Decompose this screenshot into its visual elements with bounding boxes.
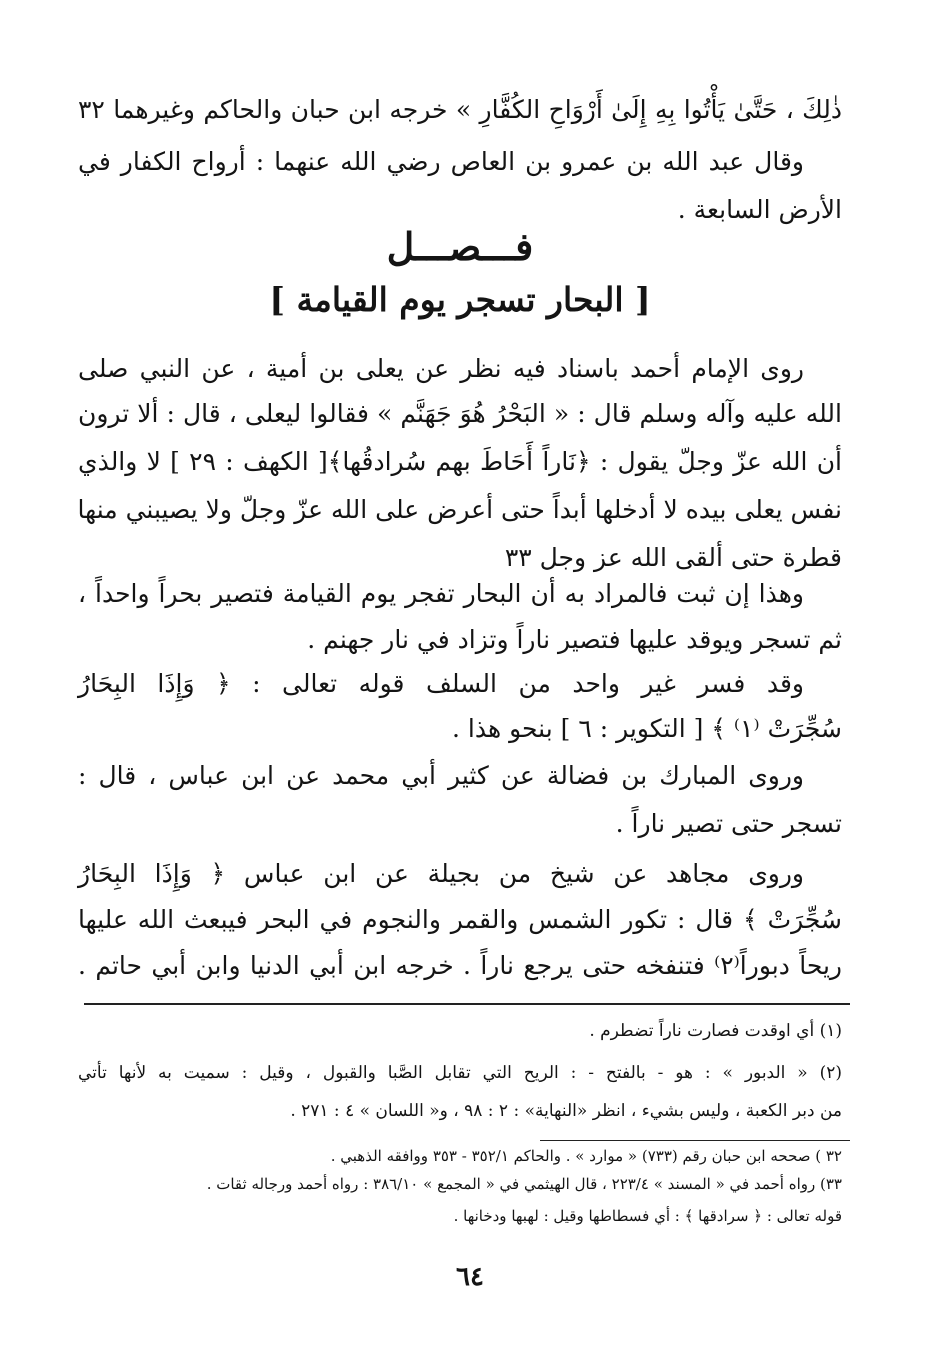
body-line: وروى المبارك بن فضالة عن كثير أبي محمد عن ابن عباس ، قال : — [78, 761, 804, 790]
footnote: (١) أي اوقدت فصارت ناراً تضطرم . — [589, 1021, 842, 1041]
body-line: تسجر حتى تصير ناراً . — [615, 809, 842, 838]
body-line: وروى مجاهد عن شيخ من بجيلة عن ابن عباس ﴿ وَإِذَا البِحَارُ — [78, 859, 804, 888]
body-line: روى الإمام أحمد باسناد فيه نظر عن يعلى بن أمية ، عن النبي صلى — [78, 354, 804, 383]
endnote-separator — [540, 1140, 850, 1141]
footnote: (٢) « الدبور » : هو - بالفتح - : الريح التي تقابل الصَّبا والقبول ، وقيل : سميت به لأنها تأتي — [78, 1063, 842, 1083]
body-line: قطرة حتى ألقى الله عز وجل ٣٣ — [504, 543, 842, 572]
endnote: قوله تعالى : ﴿ سرادقها ﴾ : أي فسطاطها وقيل : لهبها ودخانها . — [453, 1207, 842, 1225]
page-number: ٦٤ — [456, 1262, 484, 1292]
body-line: الله عليه وآله وسلم قال : « البَحْرُ هُوَ جَهَنَّم » فقالوا ليعلى ، قال : ألا ترون — [78, 399, 842, 428]
body-line: الأرض السابعة . — [677, 195, 842, 224]
body-line: وقال عبد الله بن عمرو بن العاص رضي الله عنهما : أرواح الكفار في — [78, 147, 804, 176]
text-column — [78, 0, 842, 1367]
footnote-separator — [84, 1003, 850, 1005]
endnote: ٣٣) رواه أحمد في « المسند » ٢٢٣/٤ ، قال الهيثمي في « المجمع » ٣٨٦/١٠ : رواه أحمد ورجاله ثقات . — [206, 1175, 842, 1193]
body-line: ثم تسجر ويوقد عليها فتصير ناراً وتزاد في نار جهنم . — [307, 625, 842, 654]
body-line: سُجِّرَتْ ﴾ قال : تكور الشمس والقمر والنجوم في البحر فيبعث الله عليها — [78, 905, 842, 934]
body-line: ريحاً دبوراً⁽٢⁾ فتنفخه حتى يرجع ناراً . خرجه ابن أبي الدنيا وابن أبي حاتم . — [78, 951, 842, 980]
footnote: من دبر الكعبة ، وليس بشيء ، انظر «النهاية» : ٢ : ٩٨ ، و« اللسان » ٤ : ٢٧١ . — [290, 1101, 842, 1121]
body-line: أن الله عزّ وجلّ يقول : ﴿نَاراً أَحَاطَ بهم سُرادقُها﴾[ الكهف : ٢٩ ] لا والذي — [78, 447, 842, 476]
body-line: ذٰلِكَ ، حَتَّىٰ يَأْتُوا بِهِ إِلَىٰ أَرْوَاحِ الكُفَّارِ » خرجه ابن حبان والحاكم وغيرهما ٣٢ — [78, 95, 842, 124]
body-line: وقد فسر غير واحد من السلف قوله تعالى : ﴿ وَإِذَا البِحَارُ — [78, 669, 804, 698]
endnote: ٣٢ ) صححه ابن حبان رقم (٧٣٣) « موارد » . والحاكم ٣٥٢/١ - ٣٥٣ ووافقه الذهبي . — [330, 1147, 842, 1165]
section-heading: [ البحار تسجر يوم القيامة ] — [269, 280, 651, 319]
body-line: وهذا إن ثبت فالمراد به أن البحار تفجر يوم القيامة فتصير بحراً واحداً ، — [78, 579, 804, 608]
body-line: نفس يعلى بيده لا أدخلها أبداً حتى أعرض على الله عزّ وجلّ ولا يصيبني منها — [77, 495, 842, 524]
section-marker: فـــصـــل — [386, 224, 534, 269]
body-line: سُجِّرَتْ ⁽١⁾ ﴾ [ التكوير : ٦ ] بنحو هذا . — [452, 714, 842, 743]
